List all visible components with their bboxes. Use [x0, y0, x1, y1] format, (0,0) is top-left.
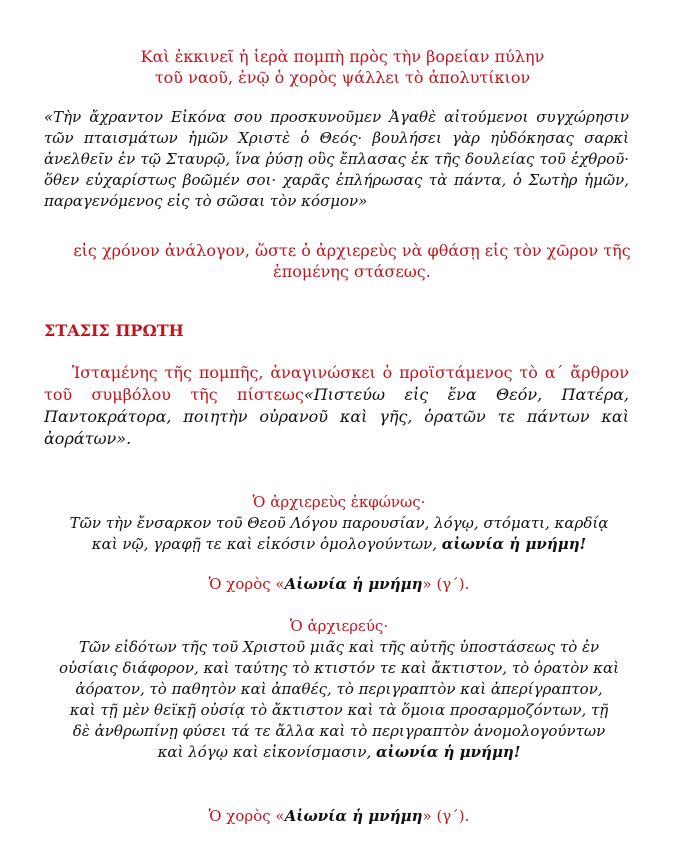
station-title: ΣΤΑΣΙΣ ΠΡΩΤΗ — [44, 321, 184, 340]
creed-text: «Πιστεύω εἰς ἕνα Θεόν, Πατέρα, Παντοκράτορα, ποιητὴν οὐρανοῦ καὶ γῆς, ὁρατῶν τε πάντων καὶ ἀοράτων». — [44, 385, 630, 448]
bishop-text: καὶ νῷ, γραφῇ τε καὶ εἰκόσιν ὁμολογούντων, — [91, 535, 438, 553]
choir-suffix: » (γ΄). — [422, 575, 470, 593]
bishop-text-line: καὶ τῇ μὲν θεϊκῇ οὐσίᾳ τὸ ἄκτιστον καὶ τὰ ὅμοια προσαρμοζόντων, τῇ — [69, 701, 609, 719]
bishop-text-line: δὲ ἀνθρωπίνῃ φύσει τά τε ἄλλα καὶ τὸ περιγραπτὸν ἀνομολογούντων — [72, 722, 606, 740]
bishop-text-line: ἀόρατον, τὸ παθητὸν καὶ ἀπαθές, τὸ περιγραπτὸν καὶ ἀπερίγραπτον, — [75, 680, 603, 698]
choir-response-2 — [44, 806, 634, 827]
bishop-text-line: Τῶν εἰδότων τῆς τοῦ Χριστοῦ μιᾶς καὶ τῆς αὐτῆς ὑποστάσεως τὸ ἐν — [78, 638, 600, 656]
bishop-text-line: Τῶν τὴν ἔνσαρκον τοῦ Θεοῦ Λόγου παρουσίαν, λόγῳ, στόματι, καρδίᾳ — [69, 514, 609, 532]
eternal-memory-acclaim: αἰωνία ἡ μνήμη! — [376, 743, 521, 761]
bishop-text-line — [44, 742, 634, 763]
choir-response-1 — [44, 574, 634, 595]
procession-heading — [70, 46, 615, 88]
hymn-timing-note: εἰς χρόνον ἀνάλογον, ὥστε ὁ ἀρχιερεὺς νὰ φθάσῃ εἰς τὸν χῶρον τῆς ἑπομένης στάσεως. — [73, 241, 631, 281]
procession-heading-line: Καὶ ἐκκινεῖ ἡ ἱερὰ πομπὴ πρὸς τὴν βορείαν πύλην — [140, 47, 545, 66]
bishop-label: Ὁ ἀρχιερεύς· — [289, 617, 389, 635]
creed-paragraph — [44, 362, 629, 450]
bishop-label: Ὁ ἀρχιερεὺς ἐκφώνως· — [252, 493, 426, 511]
choir-prefix: Ὁ χορὸς « — [208, 807, 285, 825]
bishop-text: καὶ λόγῳ καὶ εἰκονίσμασιν, — [157, 743, 372, 761]
choir-acclaim: Αἰωνία ἡ μνήμη — [284, 575, 423, 593]
choir-suffix: » (γ΄). — [422, 807, 470, 825]
choir-prefix: Ὁ χορὸς « — [208, 575, 285, 593]
apolytikion-hymn: «Τὴν ἄχραντον Εἰκόνα σου προσκυνοῦμεν Ἀγαθὲ αἰτούμενοι συγχώρησιν τῶν πταισμάτων ἡμῶν Χριστὲ ὁ Θεός· βουλήσει γὰρ ηὐδόκησας σαρκὶ ἀνελθεῖν ἐν τῷ Σταυρῷ, ἵνα ῥύσῃ οὓς ἔπλασας ἐκ τῆς δουλείας τοῦ ἐχθροῦ· ὅθεν εὐχαρίστως βοῶμέν σοι· χαρᾶς ἐπλήρωσας τὰ πάντα, ὁ Σωτὴρ ἡμῶν, παραγενόμενος εἰς τὸ σῶσαι τὸν κόσμον» — [44, 108, 629, 210]
bishop-exclamation-2 — [44, 616, 634, 763]
choir-acclaim: Αἰωνία ἡ μνήμη — [284, 807, 423, 825]
bishop-exclamation-1 — [44, 492, 634, 555]
bishop-text-line — [44, 534, 634, 555]
eternal-memory-acclaim: αἰωνία ἡ μνήμη! — [441, 535, 587, 553]
bishop-text-line: οὐσίαις διάφορον, καὶ ταύτης τὸ κτιστόν τε καὶ ἄκτιστον, τὸ ὁρατὸν καὶ — [59, 659, 619, 677]
creed-rubric: Ἱσταμένης τῆς πομπῆς, ἀναγινώσκει ὁ προϊστάμενος τὸ α΄ ἄρθρον τοῦ συμβόλου τῆς πίστεως — [44, 363, 629, 404]
procession-heading-line: τοῦ ναοῦ, ἐνῷ ὁ χορὸς ψάλλει τὸ ἀπολυτίκιον — [154, 68, 531, 87]
